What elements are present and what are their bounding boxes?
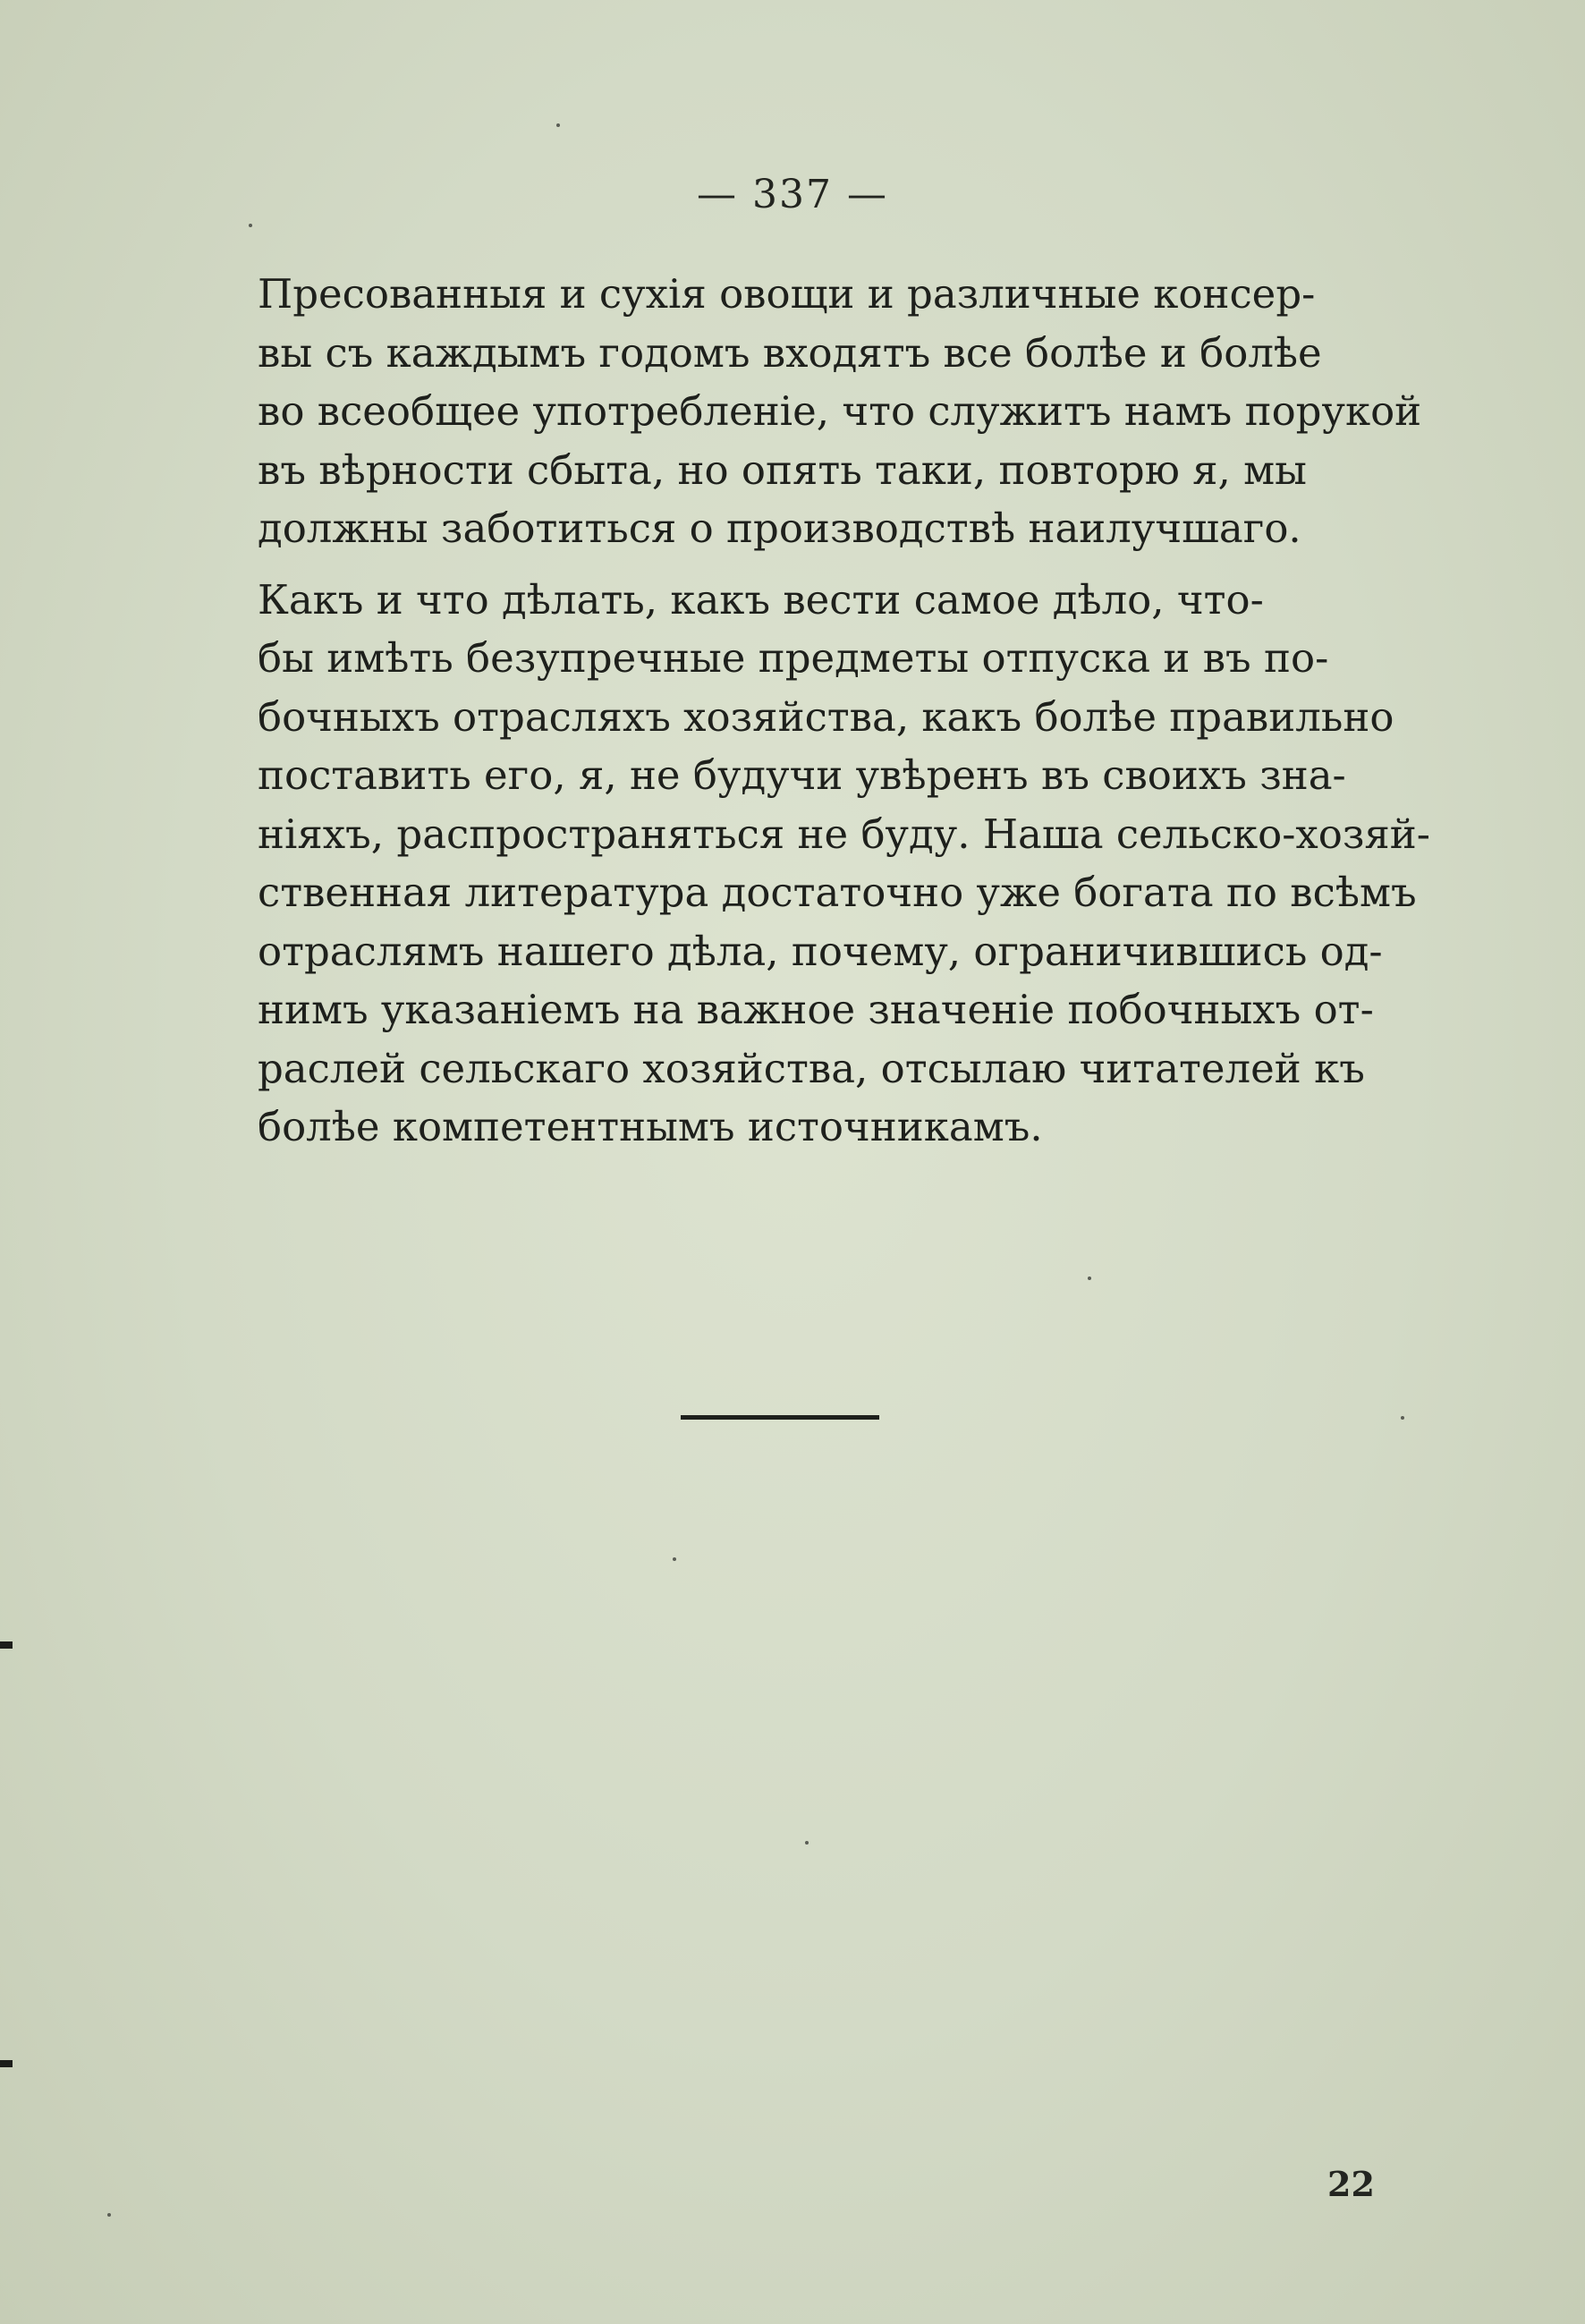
text-line: Какъ и что дѣлать, какъ вести самое дѣло, что-	[258, 575, 1264, 623]
paragraph-1	[152, 265, 1422, 558]
text-line: въ вѣрности сбыта, но опять таки, повторю я, мы	[258, 445, 1307, 494]
paper-speck	[1088, 1277, 1091, 1280]
paragraph-2	[152, 571, 1430, 1157]
text-line: ніяхъ, распространяться не буду. Наша сельско-хозяй-	[258, 810, 1430, 858]
text-line: бы имѣть безупречные предметы отпуска и въ по-	[258, 634, 1329, 682]
paper-speck	[1401, 1416, 1404, 1420]
text-line: должны заботиться о производствѣ наилучшаго.	[258, 505, 1301, 552]
text-line: вы съ каждымъ годомъ входятъ все болѣе и болѣе	[258, 328, 1322, 377]
paper-speck	[805, 1841, 809, 1845]
text-line: ственная литература достаточно уже богата по всѣмъ	[258, 869, 1417, 916]
page-number-header: — 337 —	[697, 172, 888, 217]
text-line: отраслямъ нашего дѣла, почему, ограничившись од-	[258, 927, 1383, 975]
text-line: во всеобщее употребленіе, что служитъ намъ порукой	[258, 387, 1422, 435]
signature-mark: 22	[1327, 2164, 1375, 2204]
text-line: раслей сельскаго хозяйства, отсылаю читателей къ	[258, 1044, 1365, 1092]
paper-speck	[556, 123, 560, 127]
paper-speck	[107, 2213, 111, 2217]
paper-speck	[673, 1557, 676, 1561]
body-text	[152, 265, 1430, 1157]
paper-speck	[249, 224, 252, 227]
text-line: Пресованныя и сухія овощи и различные консер-	[258, 270, 1316, 318]
text-line: болѣе компетентнымъ источникамъ.	[258, 1103, 1043, 1150]
text-line: нимъ указаніемъ на важное значеніе побочныхъ от-	[258, 986, 1374, 1033]
section-divider	[681, 1415, 879, 1420]
edge-mark	[0, 2060, 13, 2067]
text-line: поставить его, я, не будучи увѣренъ въ своихъ зна-	[258, 751, 1346, 799]
edge-mark	[0, 1641, 13, 1649]
text-line: бочныхъ отрасляхъ хозяйства, какъ болѣе правильно	[258, 692, 1394, 741]
